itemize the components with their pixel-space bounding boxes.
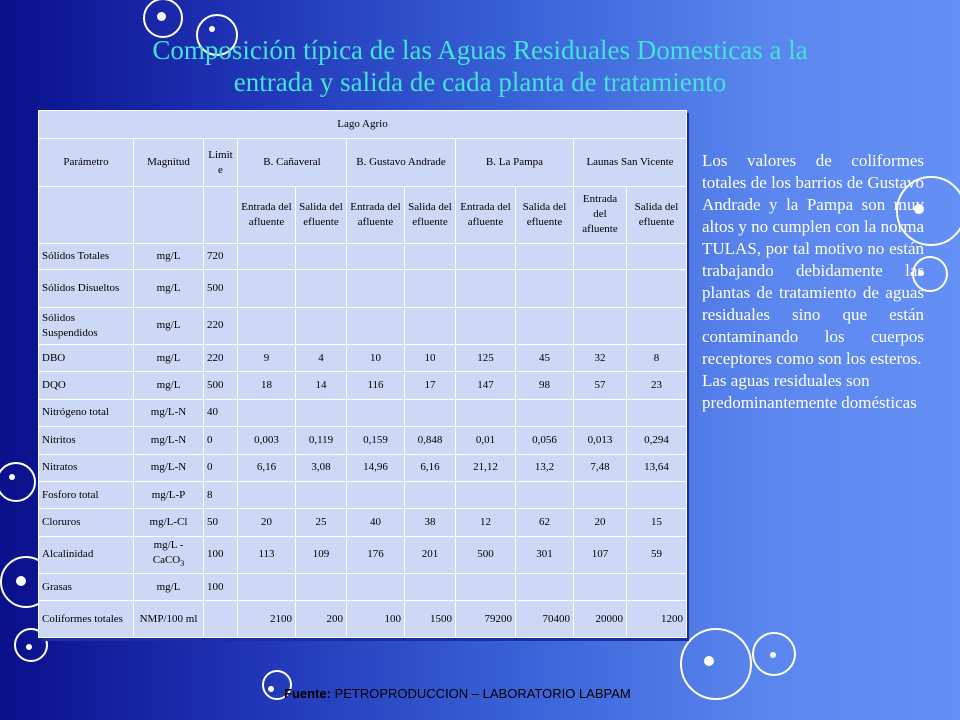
limit-cell: 100 bbox=[204, 536, 238, 573]
value-cell bbox=[456, 270, 516, 307]
header-plant-canaveral: B. Cañaveral bbox=[238, 139, 347, 187]
param-cell: Grasas bbox=[39, 574, 134, 601]
value-cell bbox=[296, 270, 347, 307]
value-cell bbox=[516, 243, 574, 269]
value-cell bbox=[238, 243, 296, 269]
value-cell: 15 bbox=[627, 509, 687, 536]
header-parametro: Parámetro bbox=[39, 139, 134, 187]
value-cell: 147 bbox=[456, 372, 516, 399]
header-plant-la-pampa: B. La Pampa bbox=[456, 139, 574, 187]
value-cell bbox=[296, 399, 347, 426]
value-cell: 0,848 bbox=[405, 427, 456, 454]
param-cell: Coliformes totales bbox=[39, 601, 134, 638]
value-cell: 14 bbox=[296, 372, 347, 399]
unit-cell: mg/L-N bbox=[134, 427, 204, 454]
value-cell: 6,16 bbox=[405, 454, 456, 481]
value-cell: 98 bbox=[516, 372, 574, 399]
unit-cell: mg/L bbox=[134, 345, 204, 372]
slide-title bbox=[60, 34, 900, 98]
value-cell bbox=[347, 307, 405, 344]
footer-source: PETROPRODUCCION – LABORATORIO LABPAM bbox=[330, 686, 631, 701]
value-cell bbox=[627, 481, 687, 508]
value-cell: 8 bbox=[627, 345, 687, 372]
value-cell: 17 bbox=[405, 372, 456, 399]
decorative-dot bbox=[26, 644, 32, 650]
value-cell bbox=[347, 574, 405, 601]
value-cell bbox=[574, 243, 627, 269]
table-row bbox=[39, 481, 687, 508]
footer-label: Fuente: bbox=[284, 686, 331, 701]
param-cell: Nitrógeno total bbox=[39, 399, 134, 426]
decorative-bubble bbox=[0, 462, 36, 502]
table-header-location-row bbox=[39, 111, 687, 139]
header-plant-san-vicente: Launas San Vicente bbox=[574, 139, 687, 187]
empty-cell bbox=[134, 187, 204, 244]
unit-cell: mg/L bbox=[134, 574, 204, 601]
value-cell: 57 bbox=[574, 372, 627, 399]
unit-cell: mg/L-Cl bbox=[134, 509, 204, 536]
value-cell: 23 bbox=[627, 372, 687, 399]
value-cell bbox=[574, 481, 627, 508]
value-cell: 13,2 bbox=[516, 454, 574, 481]
value-cell bbox=[238, 399, 296, 426]
value-cell: 62 bbox=[516, 509, 574, 536]
subheader-salida: Salida del efluente bbox=[627, 187, 687, 244]
table-row bbox=[39, 399, 687, 426]
param-cell: Nitritos bbox=[39, 427, 134, 454]
value-cell bbox=[516, 574, 574, 601]
value-cell bbox=[296, 574, 347, 601]
value-cell: 109 bbox=[296, 536, 347, 573]
unit-cell: mg/L bbox=[134, 270, 204, 307]
value-cell bbox=[347, 481, 405, 508]
table-row bbox=[39, 454, 687, 481]
water-composition-table bbox=[38, 110, 687, 638]
value-cell: 7,48 bbox=[574, 454, 627, 481]
value-cell: 70400 bbox=[516, 601, 574, 638]
value-cell bbox=[574, 270, 627, 307]
value-cell bbox=[574, 399, 627, 426]
value-cell: 200 bbox=[296, 601, 347, 638]
limit-cell: 8 bbox=[204, 481, 238, 508]
unit-cell: mg/L bbox=[134, 372, 204, 399]
value-cell bbox=[516, 270, 574, 307]
table-header-row bbox=[39, 139, 687, 187]
value-cell bbox=[627, 574, 687, 601]
param-cell: Sólidos Totales bbox=[39, 243, 134, 269]
value-cell: 20000 bbox=[574, 601, 627, 638]
param-cell: Fosforo total bbox=[39, 481, 134, 508]
value-cell bbox=[405, 399, 456, 426]
value-cell: 14,96 bbox=[347, 454, 405, 481]
value-cell bbox=[296, 243, 347, 269]
unit-cell: mg/L-P bbox=[134, 481, 204, 508]
unit-cell: mg/L bbox=[134, 243, 204, 269]
value-cell bbox=[627, 243, 687, 269]
value-cell: 59 bbox=[627, 536, 687, 573]
value-cell: 6,16 bbox=[238, 454, 296, 481]
header-magnitud: Magnitud bbox=[134, 139, 204, 187]
value-cell: 125 bbox=[456, 345, 516, 372]
value-cell bbox=[456, 399, 516, 426]
value-cell: 79200 bbox=[456, 601, 516, 638]
value-cell: 500 bbox=[456, 536, 516, 573]
value-cell bbox=[627, 399, 687, 426]
table-row bbox=[39, 372, 687, 399]
param-cell: Nitratos bbox=[39, 454, 134, 481]
unit-cell bbox=[134, 536, 204, 573]
empty-cell bbox=[204, 187, 238, 244]
value-cell bbox=[405, 270, 456, 307]
subheader-entrada: Entrada del afluente bbox=[347, 187, 405, 244]
value-cell: 4 bbox=[296, 345, 347, 372]
table-subheader-row bbox=[39, 187, 687, 244]
unit-cell: mg/L-N bbox=[134, 399, 204, 426]
value-cell: 20 bbox=[238, 509, 296, 536]
table-row bbox=[39, 427, 687, 454]
param-cell: Cloruros bbox=[39, 509, 134, 536]
value-cell bbox=[456, 307, 516, 344]
value-cell: 12 bbox=[456, 509, 516, 536]
table-row bbox=[39, 536, 687, 573]
value-cell bbox=[627, 270, 687, 307]
data-table-container bbox=[38, 110, 686, 638]
subheader-salida: Salida del efluente bbox=[516, 187, 574, 244]
table-row bbox=[39, 345, 687, 372]
value-cell: 113 bbox=[238, 536, 296, 573]
value-cell: 3,08 bbox=[296, 454, 347, 481]
value-cell: 18 bbox=[238, 372, 296, 399]
value-cell: 0,056 bbox=[516, 427, 574, 454]
value-cell bbox=[347, 243, 405, 269]
value-cell bbox=[456, 243, 516, 269]
unit-main: mg/L - CaCO bbox=[152, 539, 184, 567]
conclusion-text bbox=[702, 150, 924, 414]
value-cell: 0,119 bbox=[296, 427, 347, 454]
value-cell: 176 bbox=[347, 536, 405, 573]
value-cell: 301 bbox=[516, 536, 574, 573]
conclusion-paragraph-1: Los valores de coliformes totales de los barrios de Gustavo Andrade y la Pampa son muy altos y no cumplen con la norma TULAS, por tal motivo no están trabajando debidamente las plantas de tratamiento de aguas residuales sino que están contaminando los cuerpos receptores como son los esteros. bbox=[702, 151, 924, 368]
value-cell: 40 bbox=[347, 509, 405, 536]
subheader-salida: Salida del efluente bbox=[405, 187, 456, 244]
value-cell bbox=[238, 270, 296, 307]
value-cell bbox=[405, 243, 456, 269]
value-cell: 9 bbox=[238, 345, 296, 372]
limit-cell: 220 bbox=[204, 307, 238, 344]
limit-cell: 40 bbox=[204, 399, 238, 426]
value-cell bbox=[456, 574, 516, 601]
limit-cell: 100 bbox=[204, 574, 238, 601]
value-cell: 38 bbox=[405, 509, 456, 536]
limit-cell bbox=[204, 601, 238, 638]
value-cell bbox=[238, 574, 296, 601]
table-row bbox=[39, 270, 687, 307]
value-cell: 100 bbox=[347, 601, 405, 638]
value-cell: 45 bbox=[516, 345, 574, 372]
param-cell: Sólidos Suspendidos bbox=[39, 307, 134, 344]
value-cell bbox=[516, 399, 574, 426]
value-cell: 10 bbox=[347, 345, 405, 372]
decorative-dot bbox=[704, 656, 714, 666]
unit-subscript: 3 bbox=[180, 559, 185, 569]
value-cell bbox=[574, 307, 627, 344]
source-footer bbox=[284, 686, 631, 701]
value-cell: 0,003 bbox=[238, 427, 296, 454]
table-row bbox=[39, 307, 687, 344]
value-cell bbox=[296, 481, 347, 508]
value-cell: 21,12 bbox=[456, 454, 516, 481]
value-cell bbox=[405, 307, 456, 344]
limit-cell: 0 bbox=[204, 427, 238, 454]
decorative-bubble bbox=[680, 628, 752, 700]
header-plant-gustavo-andrade: B. Gustavo Andrade bbox=[347, 139, 456, 187]
param-cell: DBO bbox=[39, 345, 134, 372]
decorative-dot bbox=[268, 686, 274, 692]
param-cell: Sólidos Disueltos bbox=[39, 270, 134, 307]
table-row bbox=[39, 601, 687, 638]
param-cell: DQO bbox=[39, 372, 134, 399]
limit-cell: 50 bbox=[204, 509, 238, 536]
decorative-dot bbox=[16, 576, 26, 586]
empty-cell bbox=[39, 187, 134, 244]
value-cell: 0,013 bbox=[574, 427, 627, 454]
value-cell: 1200 bbox=[627, 601, 687, 638]
title-line-1: Composición típica de las Aguas Residuales Domesticas a la bbox=[152, 35, 808, 65]
decorative-dot bbox=[209, 26, 215, 32]
value-cell bbox=[574, 574, 627, 601]
value-cell: 32 bbox=[574, 345, 627, 372]
value-cell bbox=[405, 574, 456, 601]
value-cell: 0,01 bbox=[456, 427, 516, 454]
value-cell: 107 bbox=[574, 536, 627, 573]
table-row bbox=[39, 574, 687, 601]
unit-cell: NMP/100 ml bbox=[134, 601, 204, 638]
value-cell: 2100 bbox=[238, 601, 296, 638]
limit-cell: 0 bbox=[204, 454, 238, 481]
decorative-dot bbox=[157, 12, 166, 21]
value-cell bbox=[238, 307, 296, 344]
table-row bbox=[39, 243, 687, 269]
param-cell: Alcalinidad bbox=[39, 536, 134, 573]
value-cell bbox=[238, 481, 296, 508]
value-cell bbox=[516, 307, 574, 344]
unit-cell: mg/L bbox=[134, 307, 204, 344]
value-cell: 10 bbox=[405, 345, 456, 372]
conclusion-paragraph-2: Las aguas residuales son predominantemente domésticas bbox=[702, 371, 917, 412]
subheader-entrada: Entrada del afluente bbox=[574, 187, 627, 244]
value-cell: 116 bbox=[347, 372, 405, 399]
limit-cell: 720 bbox=[204, 243, 238, 269]
table-row bbox=[39, 509, 687, 536]
limit-cell: 500 bbox=[204, 372, 238, 399]
value-cell bbox=[347, 399, 405, 426]
value-cell bbox=[405, 481, 456, 508]
location-header: Lago Agrio bbox=[39, 111, 687, 139]
value-cell bbox=[456, 481, 516, 508]
value-cell bbox=[347, 270, 405, 307]
subheader-entrada: Entrada del afluente bbox=[238, 187, 296, 244]
decorative-dot bbox=[770, 652, 776, 658]
value-cell bbox=[627, 307, 687, 344]
header-limite: Limit e bbox=[204, 139, 238, 187]
limit-cell: 500 bbox=[204, 270, 238, 307]
value-cell: 25 bbox=[296, 509, 347, 536]
value-cell: 20 bbox=[574, 509, 627, 536]
value-cell: 13,64 bbox=[627, 454, 687, 481]
value-cell: 201 bbox=[405, 536, 456, 573]
title-line-2: entrada y salida de cada planta de tratamiento bbox=[233, 67, 727, 97]
value-cell bbox=[296, 307, 347, 344]
subheader-salida: Salida del efluente bbox=[296, 187, 347, 244]
limit-cell: 220 bbox=[204, 345, 238, 372]
value-cell: 0,159 bbox=[347, 427, 405, 454]
value-cell: 1500 bbox=[405, 601, 456, 638]
subheader-entrada: Entrada del afluente bbox=[456, 187, 516, 244]
unit-cell: mg/L-N bbox=[134, 454, 204, 481]
value-cell: 0,294 bbox=[627, 427, 687, 454]
value-cell bbox=[516, 481, 574, 508]
decorative-dot bbox=[9, 474, 15, 480]
